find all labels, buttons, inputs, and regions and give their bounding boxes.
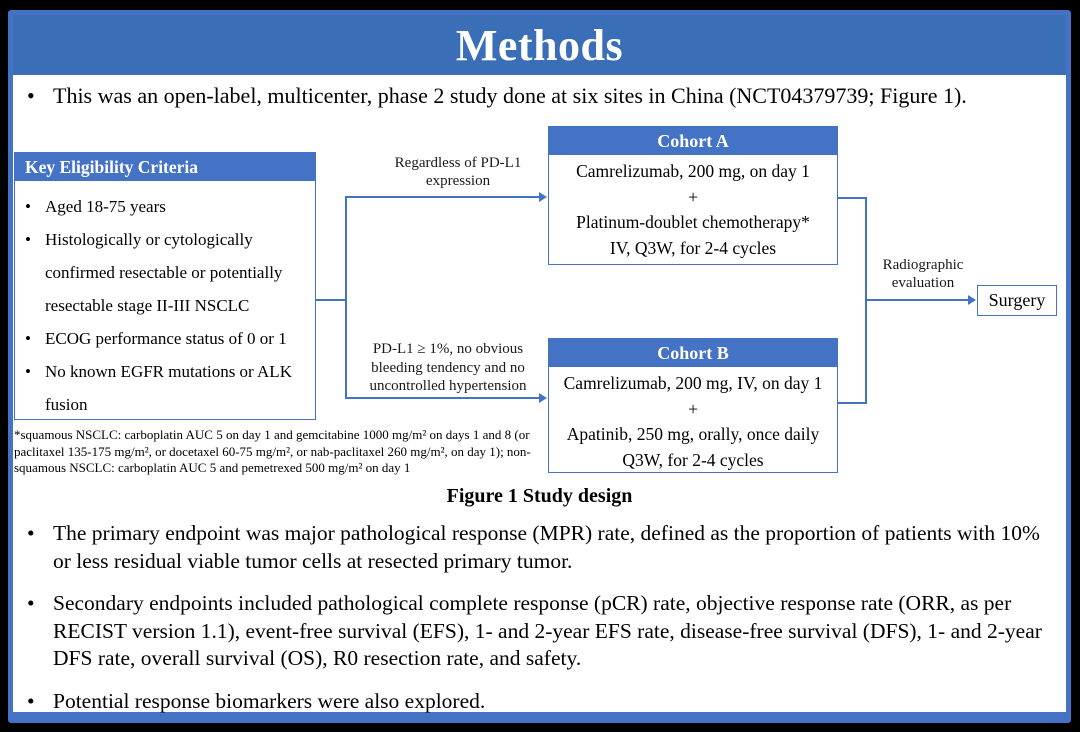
eligibility-list <box>15 181 315 421</box>
connector-arrow-surgery <box>865 299 970 301</box>
chemotherapy-footnote: *squamous NSCLC: carboplatin AUC 5 on day 1 and gemcitabine 1000 mg/m² on days 1 and 8 (or paclitaxel 135-175 mg/m², or docetaxel 60-75 mg/m², or nab-paclitaxel 260 mg/m², on day 1); non-squamous NSCLC: carboplatin AUC 5 and pemetrexed 500 mg/m² on day 1 <box>14 427 531 475</box>
branch-label-top: Regardless of PD-L1 expression <box>394 155 522 189</box>
arrowhead-cohort-a-icon <box>539 192 547 202</box>
radiographic-evaluation-label: Radiographic evaluation <box>882 257 964 291</box>
figure-caption: Figure 1 Study design <box>446 485 633 507</box>
cohort-a-line: Platinum-doublet chemotherapy* <box>576 212 810 232</box>
secondary-endpoints-bullet: • Secondary endpoints included pathological complete response (pCR) rate, objective response rate (ORR, as per RECIST version 1.1), event-free survival (EFS), 1- and 2-year EFS rate, disease-free survival (DFS), 1- and 2-year DFS rate, overall survival (OS), R0 resection rate, and safety. <box>19 590 1054 673</box>
eligibility-item: • Aged 18-75 years <box>15 190 309 223</box>
connector-left-vertical <box>345 196 347 399</box>
cohort-a-line: + <box>688 186 698 207</box>
cohort-a-line: IV, Q3W, for 2-4 cycles <box>609 237 777 258</box>
eligibility-item: • ECOG performance status of 0 or 1 <box>15 322 309 355</box>
surgery-box: Surgery <box>977 285 1057 316</box>
arrowhead-surgery-icon <box>968 295 976 305</box>
cohort-a-box <box>548 126 838 265</box>
cohort-b-line: Apatinib, 250 mg, orally, once daily <box>566 424 820 444</box>
cohort-a-body <box>549 155 837 261</box>
connector-cohort-b-out <box>838 402 867 404</box>
cohort-a-title: Cohort A <box>549 127 837 155</box>
connector-arrow-cohort-b <box>345 397 541 399</box>
cohort-b-title: Cohort B <box>549 339 837 367</box>
eligibility-box <box>14 152 316 420</box>
connector-eligibility-stub <box>316 299 345 301</box>
cohort-b-line: Camrelizumab, 200 mg, IV, on day 1 <box>563 373 823 393</box>
branch-label-bottom: PD-L1 ≥ 1%, no obvious bleeding tendency and no uncontrolled hypertension <box>369 341 527 394</box>
connector-cohort-a-out <box>838 197 867 199</box>
cohort-b-box <box>548 338 838 473</box>
biomarkers-bullet: • Potential response biomarkers were also explored. <box>19 688 1054 716</box>
cohort-a-line: Camrelizumab, 200 mg, on day 1 <box>576 161 810 181</box>
intro-bullet: • This was an open-label, multicenter, phase 2 study done at six sites in China (NCT04379739; Figure 1). <box>19 82 1058 109</box>
primary-endpoint-bullet: • The primary endpoint was major pathological response (MPR) rate, defined as the proportion of patients with 10% or less residual viable tumor cells at resected primary tumor. <box>19 520 1054 575</box>
slide <box>8 10 1071 723</box>
cohort-b-line: Q3W, for 2-4 cycles <box>622 449 764 470</box>
cohort-b-body <box>549 367 837 473</box>
eligibility-item: • No known EGFR mutations or ALK fusion <box>15 355 309 421</box>
eligibility-item: • Histologically or cytologically confirmed resectable or potentially resectable stage II-III NSCLC <box>15 223 309 322</box>
page-title: Methods <box>455 20 624 70</box>
eligibility-box-title: Key Eligibility Criteria <box>15 153 315 181</box>
cohort-b-line: + <box>688 398 698 419</box>
endpoint-bullets <box>19 520 1054 730</box>
connector-arrow-cohort-a <box>345 196 541 198</box>
